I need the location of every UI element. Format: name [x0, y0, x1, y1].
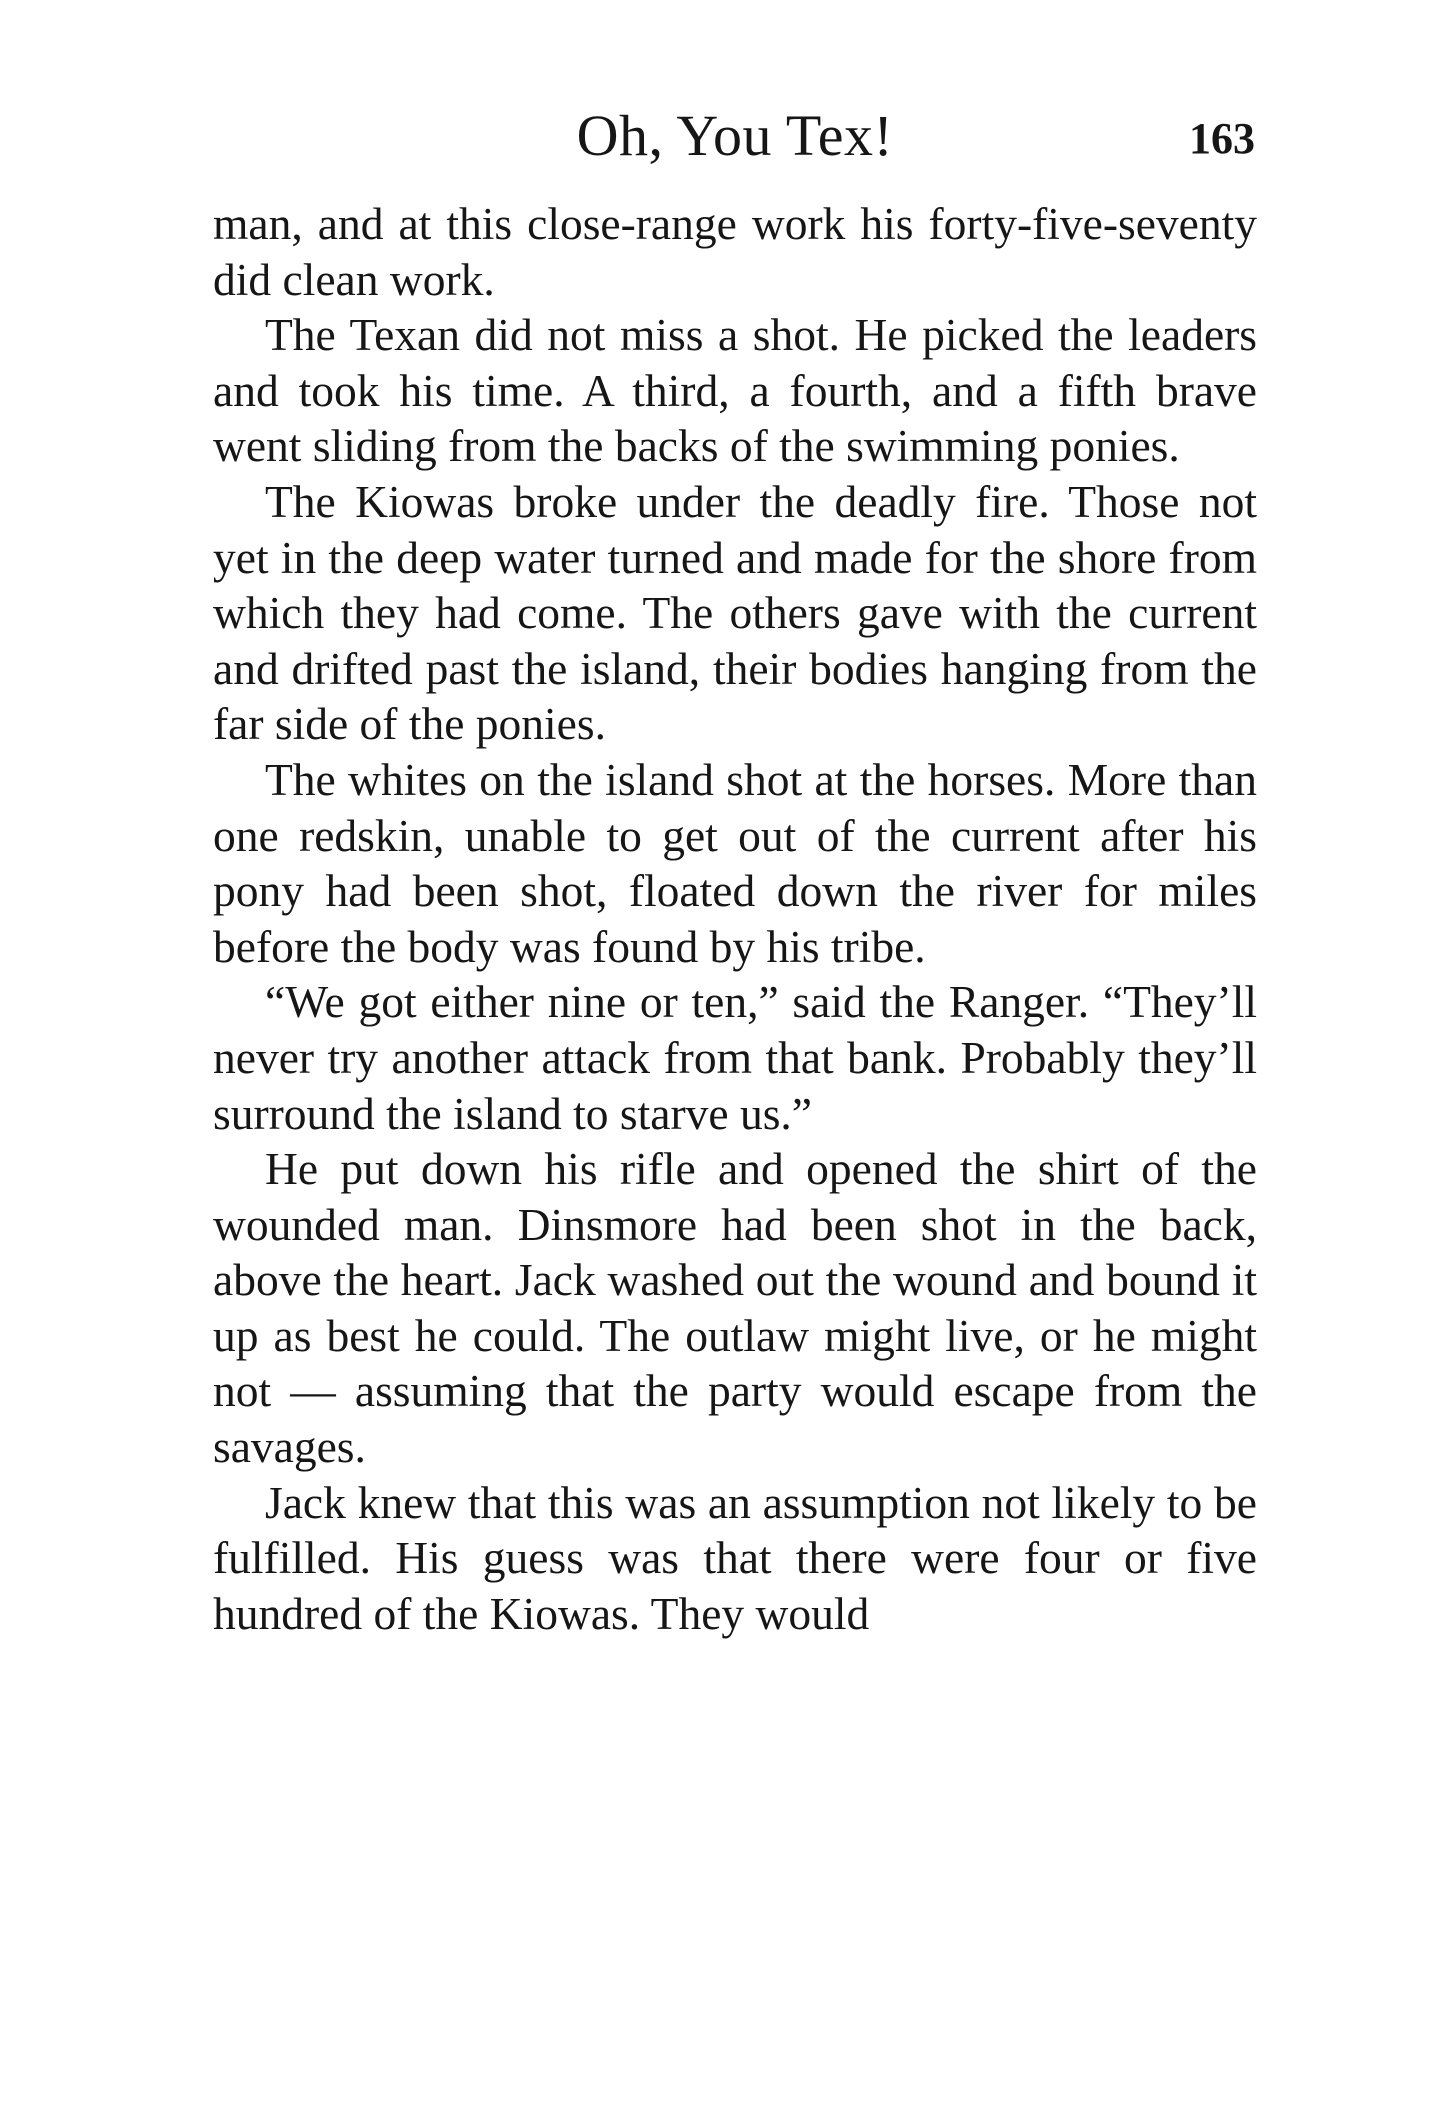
body-text: [213, 196, 1257, 1641]
book-page: [213, 96, 1257, 1641]
page-header: [213, 96, 1257, 196]
paragraph: He put down his rifle and opened the shirt of the wounded man. Dinsmore had been shot in the back, above the heart. Jack washed out the wound and bound it up as best he could. The outlaw might live, or he might not — assuming that the party would escape from the savages.: [213, 1143, 1257, 1473]
paragraph: The Kiowas broke under the deadly fire. Those not yet in the deep water turned and made for the shore from which they had come. The others gave with the current and drifted past the island, their bodies hanging from the far side of the ponies.: [213, 475, 1257, 750]
running-title: Oh, You Tex!: [576, 103, 894, 168]
paragraph: man, and at this close-range work his forty-five-seventy did clean work.: [213, 198, 1257, 305]
page-number: 163: [1189, 114, 1255, 163]
paragraph: Jack knew that this was an assumption not likely to be fulfilled. His guess was that there were four or five hundred of the Kiowas. They would: [213, 1476, 1257, 1639]
paragraph: The whites on the island shot at the horses. More than one redskin, unable to get out of the current after his pony had been shot, floated down the river for miles before the body was found by his tribe.: [213, 753, 1257, 972]
paragraph: The Texan did not miss a shot. He picked the leaders and took his time. A third, a fourth, and a fifth brave went sliding from the backs of the swimming ponies.: [213, 309, 1257, 472]
paragraph: “We got either nine or ten,” said the Ranger. “They’ll never try another attack from that bank. Probably they’ll surround the island to starve us.”: [213, 976, 1257, 1139]
